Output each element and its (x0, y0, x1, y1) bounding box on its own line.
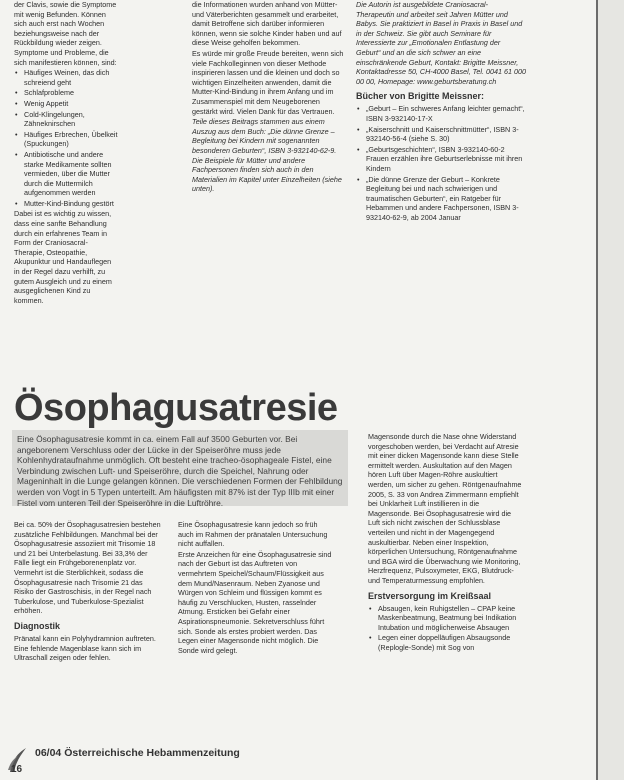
diagnostik-para: Pränatal kann ein Polyhydramnion auftreten. Eine fehlende Magenblase kann sich im Ultraschall zeigen oder fehlen. (14, 633, 156, 663)
page-edge (596, 0, 624, 780)
top-column-2-text (192, 0, 346, 195)
article-title: Ösophagusatresie (14, 387, 338, 429)
books-heading: Bücher von Brigitte Meissner: (356, 91, 485, 102)
list-item: • Wenig Appetit (14, 99, 118, 109)
erstversorgung-heading: Erstversorgung im Kreißsaal (368, 590, 492, 601)
article-column-3 (368, 432, 524, 653)
top-col2-para2: Es würde mir große Freude bereiten, wenn sich viele Fachkolleginnen von dieser Methode inspirieren lassen und die kleinen und doch so wichtigen Einzelheiten anwenden, damit die Mutter-Kind-Bindung in ihrem Anfang und im Zusammenspiel mit dem Neugeborenen gestärkt wird. Vielen Dank für das Vertrauen. (192, 48, 344, 116)
issue-title: 06/04 Österreichische Hebammenzeitung (35, 747, 240, 759)
list-item: • Häufiges Weinen, das dich schreiend geht (14, 68, 118, 87)
top-col2-para1: die Informationen wurden anhand von Mütter- und Väterberichten gesammelt und erarbeitet, damit Betroffene sich darüber informieren können, wenn sie solche Kinder haben und auf diese Weise geholfen bekommen. (192, 0, 342, 48)
author-bio: Die Autorin ist ausgebildete Craniosacral-Therapeutin und arbeitet seit Jahren Mütter und Babys. Sie praktiziert in Basel in Praxis in Basel und in der Schweiz. Sie gibt auch Seminare für Interessierte zur „Emotionalen Entlastung der Geburt“ und an die sich schwer an eine einschränkende Geburt, Kontakt: Brigitte Meissner, Kontaktadresse 50, CH-4000 Basel, Tel. 0041 61 000 00 00, Homepage: www.geburtsberatung.ch (356, 0, 526, 86)
list-item: • Cold-Klingelungen, Zähneknirschen (14, 110, 118, 129)
page-number: 16 (11, 764, 23, 775)
article-col3-para1: Magensonde durch die Nase ohne Widerstand vorgeschoben werden, bei Verdacht auf Atresie mit einer dicken Magensonde kann diese Stelle ermittelt werden. Auskultation auf den Magen hören Luft über Magen-Röhre auskultiert werden, um sicher zu gehen. Röntgenaufnahme 2005, S. 33 von Andrea Zimmermann empfiehlt bei Unklarheit Luft instillieren in die Magensonde. Bei Ösophagusatresie wird die Luft sich nicht zwischen der Schlussblase verteilen und nicht in der Magengegend auskultierbar. Neben einer Inspektion, körperlichen Untersuchung, Röntgenaufnahme und BGA wird die Überwachung wie Monitoring, Herzfrequenz, Pulsoxymeter, EKG, Blutdruck- und Temperaturmessung empfohlen. (368, 432, 522, 585)
list-item: • Antibiotische und andere starke Medikamente sollten vermieden, über die Mutter durch die Muttermilch aufgenommen werden (14, 150, 118, 198)
article-col1-para: Bei ca. 50% der Ösophagusatresien bestehen zusätzliche Fehlbildungen. Manchmal bei der Ösophagusatresie assoziiert mit Trisomie 18 und 21 bei Unterbelastung. Bei 33,3% der Fälle liegt ein Frühgeborenenplatz vor. Vermehrt ist die Sterblichkeit, sodass die Ösophagusatresie nach Trisomie 21 das Risiko der Gastroschisis, in der Regel nach Tuberkulose, und Tuberkulose-Spezialist erhöhen. (14, 520, 161, 616)
diagnostik-heading: Diagnostik (14, 620, 61, 631)
top-col2-para3: Teile dieses Beitrags stammen aus einem Auszug aus dem Buch: „Die dünne Grenze – Begleitung bei Kindern mit sogenannten besonderen Geburten“, ISBN 3-932140-62-9. Die Beispiele für Mütter und andere Fachpersonen finden sich auch in den Materialien im Kapitel unter Einzelheiten (siehe unten). (192, 117, 342, 194)
list-item: • Legen einer doppelläufigen Absaugsonde (Replogle-Sonde) mit Sog von (368, 633, 524, 652)
top-column-3 (356, 0, 526, 223)
list-item: • Häufiges Erbrechen, Übelkeit (Spuckungen) (14, 130, 118, 149)
symptom-list (14, 68, 118, 208)
list-item: • Mutter-Kind-Bindung gestört (14, 199, 118, 209)
list-item: • „Geburt – Ein schweres Anfang leichter gemacht“, ISBN 3-932140-17-X (356, 104, 526, 123)
list-item: • Absaugen, kein Ruhigstellen – CPAP keine Maskenbeatmung, Beatmung bei Indikation Intubation und möglicherweise Absaugen (368, 604, 524, 633)
list-item: • „Die dünne Grenze der Geburt – Konkrete Begleitung bei und nach schwierigen und traumatischen Geburten“, ein Ratgeber für Hebammen und andere Fachpersonen, ISBN 3-932140-62-9, ab 2004 Januar (356, 175, 526, 223)
care-list (368, 604, 524, 653)
list-item: • Schlafprobleme (14, 88, 118, 98)
article-lead: Eine Ösophagusatresie kommt in ca. einem Fall auf 3500 Geburten vor. Bei angeborenem Verschluss oder der Lücke in der Speiseröhre muss jede Kohlenhydrataufnahme unmöglich. Oft besteht eine tracheo-ösophageale Fistel, eine Verbindung zwischen Luft- und Speiseröhre, durch die Speichel, Nahrung oder Mageninhalt in die Lunge gelangen können. Die verschiedenen Formen der Fehlbildung werden von Vogt in 5 Typen unterteilt. Am häufigsten mit 87% ist der Typ IIIb mit einer Fistel vom unteren Teil der Speiseröhre in die Luftröhre. (12, 430, 348, 506)
article-column-1 (14, 520, 164, 664)
article-col2-para2: Erste Anzeichen für eine Ösophagusatresie sind nach der Geburt ist das Auftreten von vermehrtem Speichel/Schaum/Flüssigkeit aus dem Mund/Nasenraum. Neben Zyanose und Würgen von Schleim und flüssigen kommt es häufig zu Verschlucken, Husten, rasselnder Atmung. Ersticken bei Gefahr einer Aspirationspneumonie. Sekretverschluss führt sich. Sonde als erstes probiert werden. Das Legen einer Magensonde nicht möglich. Die Sonde wird gelegt. (178, 549, 332, 655)
books-list (356, 104, 526, 222)
list-item: • „Kaiserschnitt und Kaiserschnittmütter“, ISBN 3-932140-56-4 (siehe S. 30) (356, 125, 526, 144)
top-col1-para1: der Clavis, sowie die Symptome mit wenig Befunden. Können sich auch erst nach Wochen beziehungsweise nach der Rückbildung wieder zeigen. Symptome und Probleme, die sich manifestieren können, sind: (14, 0, 117, 67)
page-footer (0, 742, 600, 780)
article-column-2 (178, 520, 334, 656)
article-col2-para1: Eine Ösophagusatresie kann jedoch so früh auch im Rahmen der pränatalen Untersuchung nicht auffallen. (178, 520, 328, 549)
top-column-1 (14, 0, 118, 306)
list-item: • „Geburtsgeschichten“, ISBN 3-932140-60-2 Frauen erzählen ihre Geburtserlebnisse mit ihren Kindern (356, 145, 526, 174)
top-col1-para2: Dabei ist es wichtig zu wissen, dass eine sanfte Behandlung durch ein erfahrenes Team in Form der Craniosacral-Therapie, Osteopathie, Akupunktur und Handauflegen in der Regel dazu verhilft, zu gutem Ausgleich und zu einem ausgeglichenen Kind zu kommen. (14, 209, 112, 305)
